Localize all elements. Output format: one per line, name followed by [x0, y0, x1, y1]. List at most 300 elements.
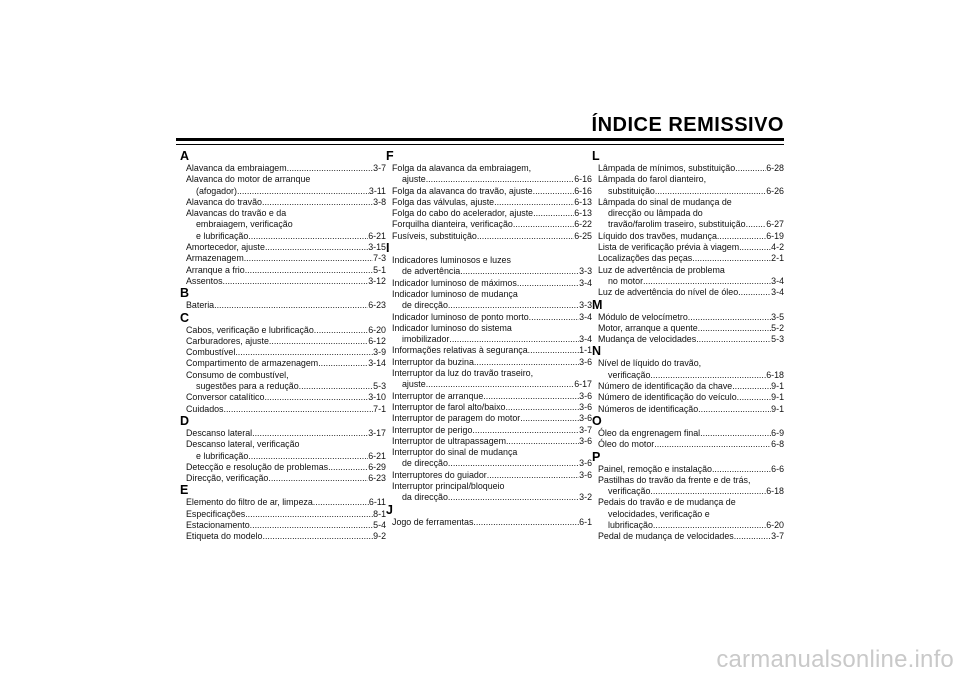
- entry-line: [392, 379, 592, 390]
- entry-line: [186, 186, 386, 197]
- entry-line: [186, 439, 386, 450]
- entry-text: no motor: [608, 275, 644, 286]
- entry-text: Luz de advertência de problema: [598, 264, 725, 275]
- index-section-e: [180, 484, 386, 542]
- entry-line: [186, 219, 386, 230]
- entry-page: 6-8: [771, 439, 784, 450]
- leader-dots: [734, 531, 771, 542]
- entry-line: [392, 425, 592, 436]
- entry-page: 3-3: [579, 266, 592, 277]
- entry-page: 3-6: [579, 390, 592, 401]
- entry-text: Folga da alavanca da embraiagem,: [392, 163, 532, 173]
- entry-page: 3-14: [368, 358, 386, 369]
- entry-text: Detecção e resolução de problemas: [186, 461, 329, 472]
- entry-text: Alavancas do travão e da: [186, 208, 287, 219]
- section-letter: D: [180, 413, 190, 428]
- entry-text: substituição: [608, 185, 655, 196]
- entry-page: 3-8: [373, 196, 386, 207]
- entry-page: 3-9: [373, 347, 386, 358]
- entry-page: 3-4: [579, 277, 592, 288]
- index-section-l: [592, 150, 784, 299]
- entry-page: 3-12: [368, 275, 386, 286]
- index-column-3: [592, 150, 784, 543]
- index-entry: [598, 323, 784, 334]
- leader-dots: [449, 334, 579, 345]
- index-section-b: [180, 287, 386, 311]
- entry-page: 6-16: [574, 185, 592, 196]
- leader-dots: [426, 174, 575, 185]
- leader-dots: [299, 381, 374, 392]
- index-column-1: [180, 150, 386, 543]
- entry-text: Indicador luminoso de máximos: [392, 277, 517, 288]
- entry-text: Interruptor da luz do travão traseiro,: [392, 368, 534, 379]
- entry-line: [392, 334, 592, 345]
- index-entry: [186, 428, 386, 439]
- entry-line: [392, 174, 592, 185]
- entry-page: 9-1: [771, 381, 784, 392]
- index-entry: [598, 475, 784, 498]
- index-entry: [186, 197, 386, 208]
- entry-text: Indicadores luminosos e luzes: [392, 255, 511, 266]
- entry-text: Informações relativas à segurança: [392, 345, 528, 356]
- entry-page: 6-13: [574, 208, 592, 219]
- entry-line: [598, 486, 784, 497]
- entry-text: Nível de líquido do travão,: [598, 358, 702, 369]
- index-entry: [186, 174, 386, 197]
- entry-line: [186, 370, 386, 381]
- entry-line: [186, 509, 386, 520]
- index-entry: [392, 402, 592, 413]
- leader-dots: [717, 231, 766, 242]
- index-entry: [598, 358, 784, 381]
- entry-text: Óleo do motor: [598, 439, 655, 450]
- entry-text: ajuste: [402, 379, 426, 390]
- entry-text: Pedal de mudança de velocidades: [598, 531, 734, 542]
- entry-text: imobilizador: [402, 334, 450, 345]
- entry-text: Interruptor de perigo: [392, 424, 473, 435]
- entry-text: Folga das válvulas, ajuste: [392, 196, 495, 207]
- index-entry: [392, 312, 592, 323]
- entry-text: Jogo de ferramentas: [392, 516, 474, 527]
- entry-page: 3-6: [579, 356, 592, 367]
- entry-line: [186, 404, 386, 415]
- leader-dots: [245, 509, 373, 520]
- entry-page: 6-1: [579, 516, 592, 527]
- entry-text: Lâmpada de mínimos, substituição: [598, 163, 736, 173]
- index-entry: [186, 370, 386, 393]
- leader-dots: [314, 325, 368, 336]
- entry-line: [392, 219, 592, 230]
- section-letter: O: [592, 413, 602, 428]
- index-entry: [392, 517, 592, 528]
- index-entry: [598, 392, 784, 403]
- leader-dots: [698, 404, 771, 415]
- entry-text: verificação: [608, 486, 651, 497]
- index-entry: [392, 391, 592, 402]
- entry-text: Interruptor da buzina: [392, 356, 474, 367]
- entry-page: 3-6: [579, 435, 592, 446]
- entry-page: 6-26: [766, 185, 784, 196]
- entry-text: de direcção: [402, 300, 448, 311]
- section-letter: P: [592, 449, 601, 464]
- leader-dots: [473, 517, 579, 528]
- leader-dots: [448, 300, 579, 311]
- leader-dots: [655, 186, 766, 197]
- entry-text: Número de identificação do veículo: [598, 392, 737, 403]
- entry-line: [392, 447, 592, 458]
- section-letter: L: [592, 149, 600, 163]
- index-section-a: [180, 150, 386, 287]
- entry-text: lubrificação: [608, 520, 653, 531]
- leader-dots: [245, 265, 373, 276]
- entry-text: Amortecedor, ajuste: [186, 242, 265, 253]
- entry-text: de direcção: [402, 458, 448, 469]
- leader-dots: [529, 312, 580, 323]
- index-entry: [186, 497, 386, 508]
- entry-line: [392, 368, 592, 379]
- leader-dots: [643, 276, 771, 287]
- entry-page: 6-22: [574, 219, 592, 230]
- entry-line: [186, 392, 386, 403]
- index-entry: [392, 357, 592, 368]
- index-entry: [392, 231, 592, 242]
- entry-text: Descanso lateral: [186, 427, 253, 438]
- entry-line: [392, 323, 592, 334]
- entry-page: 5-2: [771, 322, 784, 333]
- entry-page: 6-23: [368, 473, 386, 484]
- entry-text: Mudança de velocidades: [598, 334, 697, 345]
- entry-page: 3-2: [579, 492, 592, 503]
- entry-page: 5-4: [373, 520, 386, 531]
- index-entry: [186, 300, 386, 311]
- entry-line: [392, 300, 592, 311]
- entry-text: Luz de advertência do nível de óleo: [598, 287, 739, 298]
- index-entry: [598, 197, 784, 231]
- index-entry: [186, 336, 386, 347]
- section-letter: I: [386, 241, 390, 256]
- leader-dots: [739, 242, 771, 253]
- index-entry: [598, 265, 784, 288]
- leader-dots: [214, 300, 368, 311]
- leader-dots: [653, 520, 766, 531]
- entry-page: 3-17: [368, 427, 386, 438]
- entry-text: Especificações: [186, 508, 246, 519]
- entry-line: [598, 276, 784, 287]
- entry-line: [392, 208, 592, 219]
- entry-page: 3-4: [771, 275, 784, 286]
- entry-line: [598, 381, 784, 392]
- leader-dots: [262, 197, 373, 208]
- entry-line: [186, 276, 386, 287]
- entry-text: Indicador luminoso de mudança: [392, 288, 518, 299]
- leader-dots: [244, 253, 373, 264]
- entry-text: Alavanca do travão: [186, 196, 262, 207]
- leader-dots: [269, 336, 368, 347]
- entry-text: Alavanca do motor de arranque: [186, 174, 311, 185]
- entry-text: velocidades, verificação e: [608, 508, 710, 519]
- entry-line: [392, 289, 592, 300]
- entry-line: [598, 520, 784, 531]
- leader-dots: [505, 402, 579, 413]
- entry-text: Localizações das peças: [598, 253, 693, 264]
- leader-dots: [223, 276, 369, 287]
- entry-page: 6-23: [368, 300, 386, 311]
- entry-page: 8-1: [373, 508, 386, 519]
- entry-line: [186, 300, 386, 311]
- index-entry: [186, 325, 386, 336]
- page-title: ÍNDICE REMISSIVO: [591, 114, 784, 136]
- entry-line: [598, 439, 784, 450]
- entry-text: Combustível: [186, 347, 236, 358]
- entry-line: [598, 531, 784, 542]
- leader-dots: [712, 464, 771, 475]
- entry-line: [598, 312, 784, 323]
- leader-dots: [313, 497, 369, 508]
- section-letter: N: [592, 344, 602, 359]
- entry-text: Conversor catalítico: [186, 392, 265, 403]
- index-entry: [392, 447, 592, 470]
- index-entry: [186, 253, 386, 264]
- entry-text: Indicador luminoso do sistema: [392, 322, 512, 333]
- entry-page: 3-6: [579, 401, 592, 412]
- leader-dots: [654, 439, 771, 450]
- index-entry: [598, 312, 784, 323]
- leader-dots: [513, 219, 574, 230]
- entry-line: [392, 255, 592, 266]
- entry-text: Direcção, verificação: [186, 473, 269, 484]
- entry-line: [598, 323, 784, 334]
- entry-line: [598, 404, 784, 415]
- entry-page: 6-29: [368, 461, 386, 472]
- entry-text: Número de identificação da chave: [598, 381, 733, 392]
- index-entry: [186, 163, 386, 174]
- entry-line: [392, 197, 592, 208]
- index-entry: [598, 253, 784, 264]
- entry-page: 6-21: [368, 450, 386, 461]
- index-entry: [598, 381, 784, 392]
- leader-dots: [737, 392, 772, 403]
- entry-page: 3-4: [771, 287, 784, 298]
- entry-text: Elemento do filtro de ar, limpeza: [186, 497, 313, 508]
- entry-line: [186, 462, 386, 473]
- leader-dots: [533, 186, 575, 197]
- entry-line: [392, 492, 592, 503]
- entry-page: 3-7: [579, 424, 592, 435]
- entry-line: [392, 517, 592, 528]
- entry-page: 6-6: [771, 463, 784, 474]
- entry-text: Óleo da engrenagem final: [598, 427, 701, 438]
- entry-line: [598, 186, 784, 197]
- entry-line: [186, 347, 386, 358]
- entry-line: [392, 163, 592, 174]
- index-entry: [598, 497, 784, 531]
- index-entry: [186, 392, 386, 403]
- entry-line: [598, 242, 784, 253]
- entry-text: Fusíveis, substituição: [392, 230, 477, 241]
- entry-page: 4-2: [771, 242, 784, 253]
- index-section-d: [180, 415, 386, 484]
- index-entry: [186, 520, 386, 531]
- entry-line: [186, 208, 386, 219]
- entry-page: 3-10: [368, 392, 386, 403]
- entry-line: [598, 358, 784, 369]
- entry-text: Bateria: [186, 300, 215, 311]
- index-entry: [186, 462, 386, 473]
- entry-line: [392, 186, 592, 197]
- leader-dots: [494, 197, 574, 208]
- index-entry: [392, 436, 592, 447]
- entry-text: travão/farolim traseiro, substituição: [608, 219, 746, 230]
- entry-text: Descanso lateral, verificação: [186, 439, 300, 450]
- leader-dots: [746, 219, 767, 230]
- entry-line: [186, 428, 386, 439]
- entry-line: [392, 458, 592, 469]
- index-section-p: [592, 451, 784, 543]
- entry-text: Alavanca da embraiagem: [186, 163, 287, 173]
- entry-line: [186, 358, 386, 369]
- entry-text: Cuidados: [186, 403, 224, 414]
- entry-page: 3-7: [373, 163, 386, 173]
- section-letter: J: [386, 502, 393, 517]
- index-entry: [392, 413, 592, 424]
- entry-line: [598, 208, 784, 219]
- leader-dots: [426, 379, 575, 390]
- index-entry: [598, 163, 784, 174]
- entry-text: Folga do cabo do acelerador, ajuste: [392, 208, 534, 219]
- entry-page: 6-27: [766, 219, 784, 230]
- entry-line: [598, 231, 784, 242]
- entry-line: [186, 473, 386, 484]
- watermark: carmanualsonline.info: [716, 646, 954, 673]
- entry-text: Módulo de velocímetro: [598, 311, 688, 322]
- leader-dots: [533, 208, 574, 219]
- leader-dots: [328, 462, 368, 473]
- index-entry: [598, 242, 784, 253]
- entry-text: Carburadores, ajuste: [186, 335, 269, 346]
- index-entry: [392, 186, 592, 197]
- index-entry: [186, 531, 386, 542]
- leader-dots: [250, 520, 374, 531]
- leader-dots: [474, 357, 579, 368]
- leader-dots: [688, 312, 771, 323]
- leader-dots: [650, 370, 766, 381]
- section-letter: B: [180, 286, 190, 301]
- index-entry: [392, 219, 592, 230]
- entry-text: Consumo de combustível,: [186, 369, 289, 380]
- entry-line: [186, 253, 386, 264]
- entry-page: 3-15: [368, 242, 386, 253]
- leader-dots: [692, 253, 771, 264]
- entry-text: Interruptor de arranque: [392, 390, 484, 401]
- leader-dots: [520, 413, 579, 424]
- leader-dots: [224, 404, 374, 415]
- index-section-n: [592, 345, 784, 414]
- entry-text: Armazenagem: [186, 253, 244, 264]
- index-entry: [392, 323, 592, 346]
- entry-text: Interruptor do sinal de mudança: [392, 447, 518, 458]
- entry-text: Cabos, verificação e lubrificação: [186, 324, 314, 335]
- entry-line: [598, 475, 784, 486]
- entry-line: [392, 312, 592, 323]
- entry-text: de advertência: [402, 266, 461, 277]
- index-entry: [392, 208, 592, 219]
- index-entry: [392, 197, 592, 208]
- entry-line: [598, 509, 784, 520]
- index-entry: [186, 439, 386, 462]
- index-section-i: [386, 242, 592, 504]
- entry-text: Líquido dos travões, mudança: [598, 230, 717, 241]
- entry-line: [392, 436, 592, 447]
- entry-line: [186, 381, 386, 392]
- entry-text: direcção ou lâmpada do: [608, 208, 703, 219]
- entry-line: [392, 345, 592, 356]
- index-entry: [186, 509, 386, 520]
- entry-line: [186, 231, 386, 242]
- entry-line: [598, 464, 784, 475]
- entry-line: [392, 470, 592, 481]
- entry-line: [186, 265, 386, 276]
- entry-text: embraiagem, verificação: [196, 219, 293, 230]
- index-entry: [392, 289, 592, 312]
- index-entry: [598, 464, 784, 475]
- entry-page: 7-3: [373, 253, 386, 264]
- leader-dots: [235, 347, 373, 358]
- section-letter: E: [180, 483, 189, 498]
- leader-dots: [650, 486, 766, 497]
- index-entry: [392, 255, 592, 278]
- entry-line: [598, 253, 784, 264]
- entry-text: Pastilhas do travão da frente e de trás,: [598, 474, 751, 485]
- index-entry: [186, 358, 386, 369]
- entry-page: 6-9: [771, 427, 784, 438]
- entry-line: [186, 520, 386, 531]
- index-entry: [186, 473, 386, 484]
- entry-page: 6-18: [766, 486, 784, 497]
- entry-text: Interruptor de paragem do motor: [392, 413, 521, 424]
- section-letter: A: [180, 149, 190, 163]
- entry-page: 7-1: [373, 403, 386, 414]
- entry-line: [392, 266, 592, 277]
- entry-line: [392, 402, 592, 413]
- entry-page: 6-25: [574, 230, 592, 241]
- entry-text: Interruptor de ultrapassagem: [392, 435, 506, 446]
- entry-text: verificação: [608, 369, 651, 380]
- leader-dots: [477, 231, 574, 242]
- entry-page: 9-2: [373, 531, 386, 542]
- leader-dots: [248, 231, 368, 242]
- entry-line: [186, 197, 386, 208]
- title-subrule: [176, 144, 784, 145]
- entry-line: [598, 265, 784, 276]
- entry-line: [186, 451, 386, 462]
- entry-page: 2-1: [771, 253, 784, 264]
- entry-text: Lista de verificação prévia à viagem: [598, 242, 740, 253]
- index-section-f: [386, 150, 592, 242]
- entry-page: 3-4: [579, 334, 592, 345]
- section-letter: M: [592, 297, 603, 312]
- index-entry: [186, 265, 386, 276]
- entry-page: 3-5: [771, 311, 784, 322]
- entry-page: 9-1: [771, 403, 784, 414]
- entry-page: 5-1: [373, 264, 386, 275]
- entry-page: 3-4: [579, 311, 592, 322]
- entry-line: [392, 413, 592, 424]
- entry-line: [598, 197, 784, 208]
- entry-text: Interruptor principal/bloqueio: [392, 481, 505, 492]
- entry-text: (afogador): [196, 185, 237, 196]
- entry-page: 3-6: [579, 413, 592, 424]
- index-entry: [392, 163, 592, 186]
